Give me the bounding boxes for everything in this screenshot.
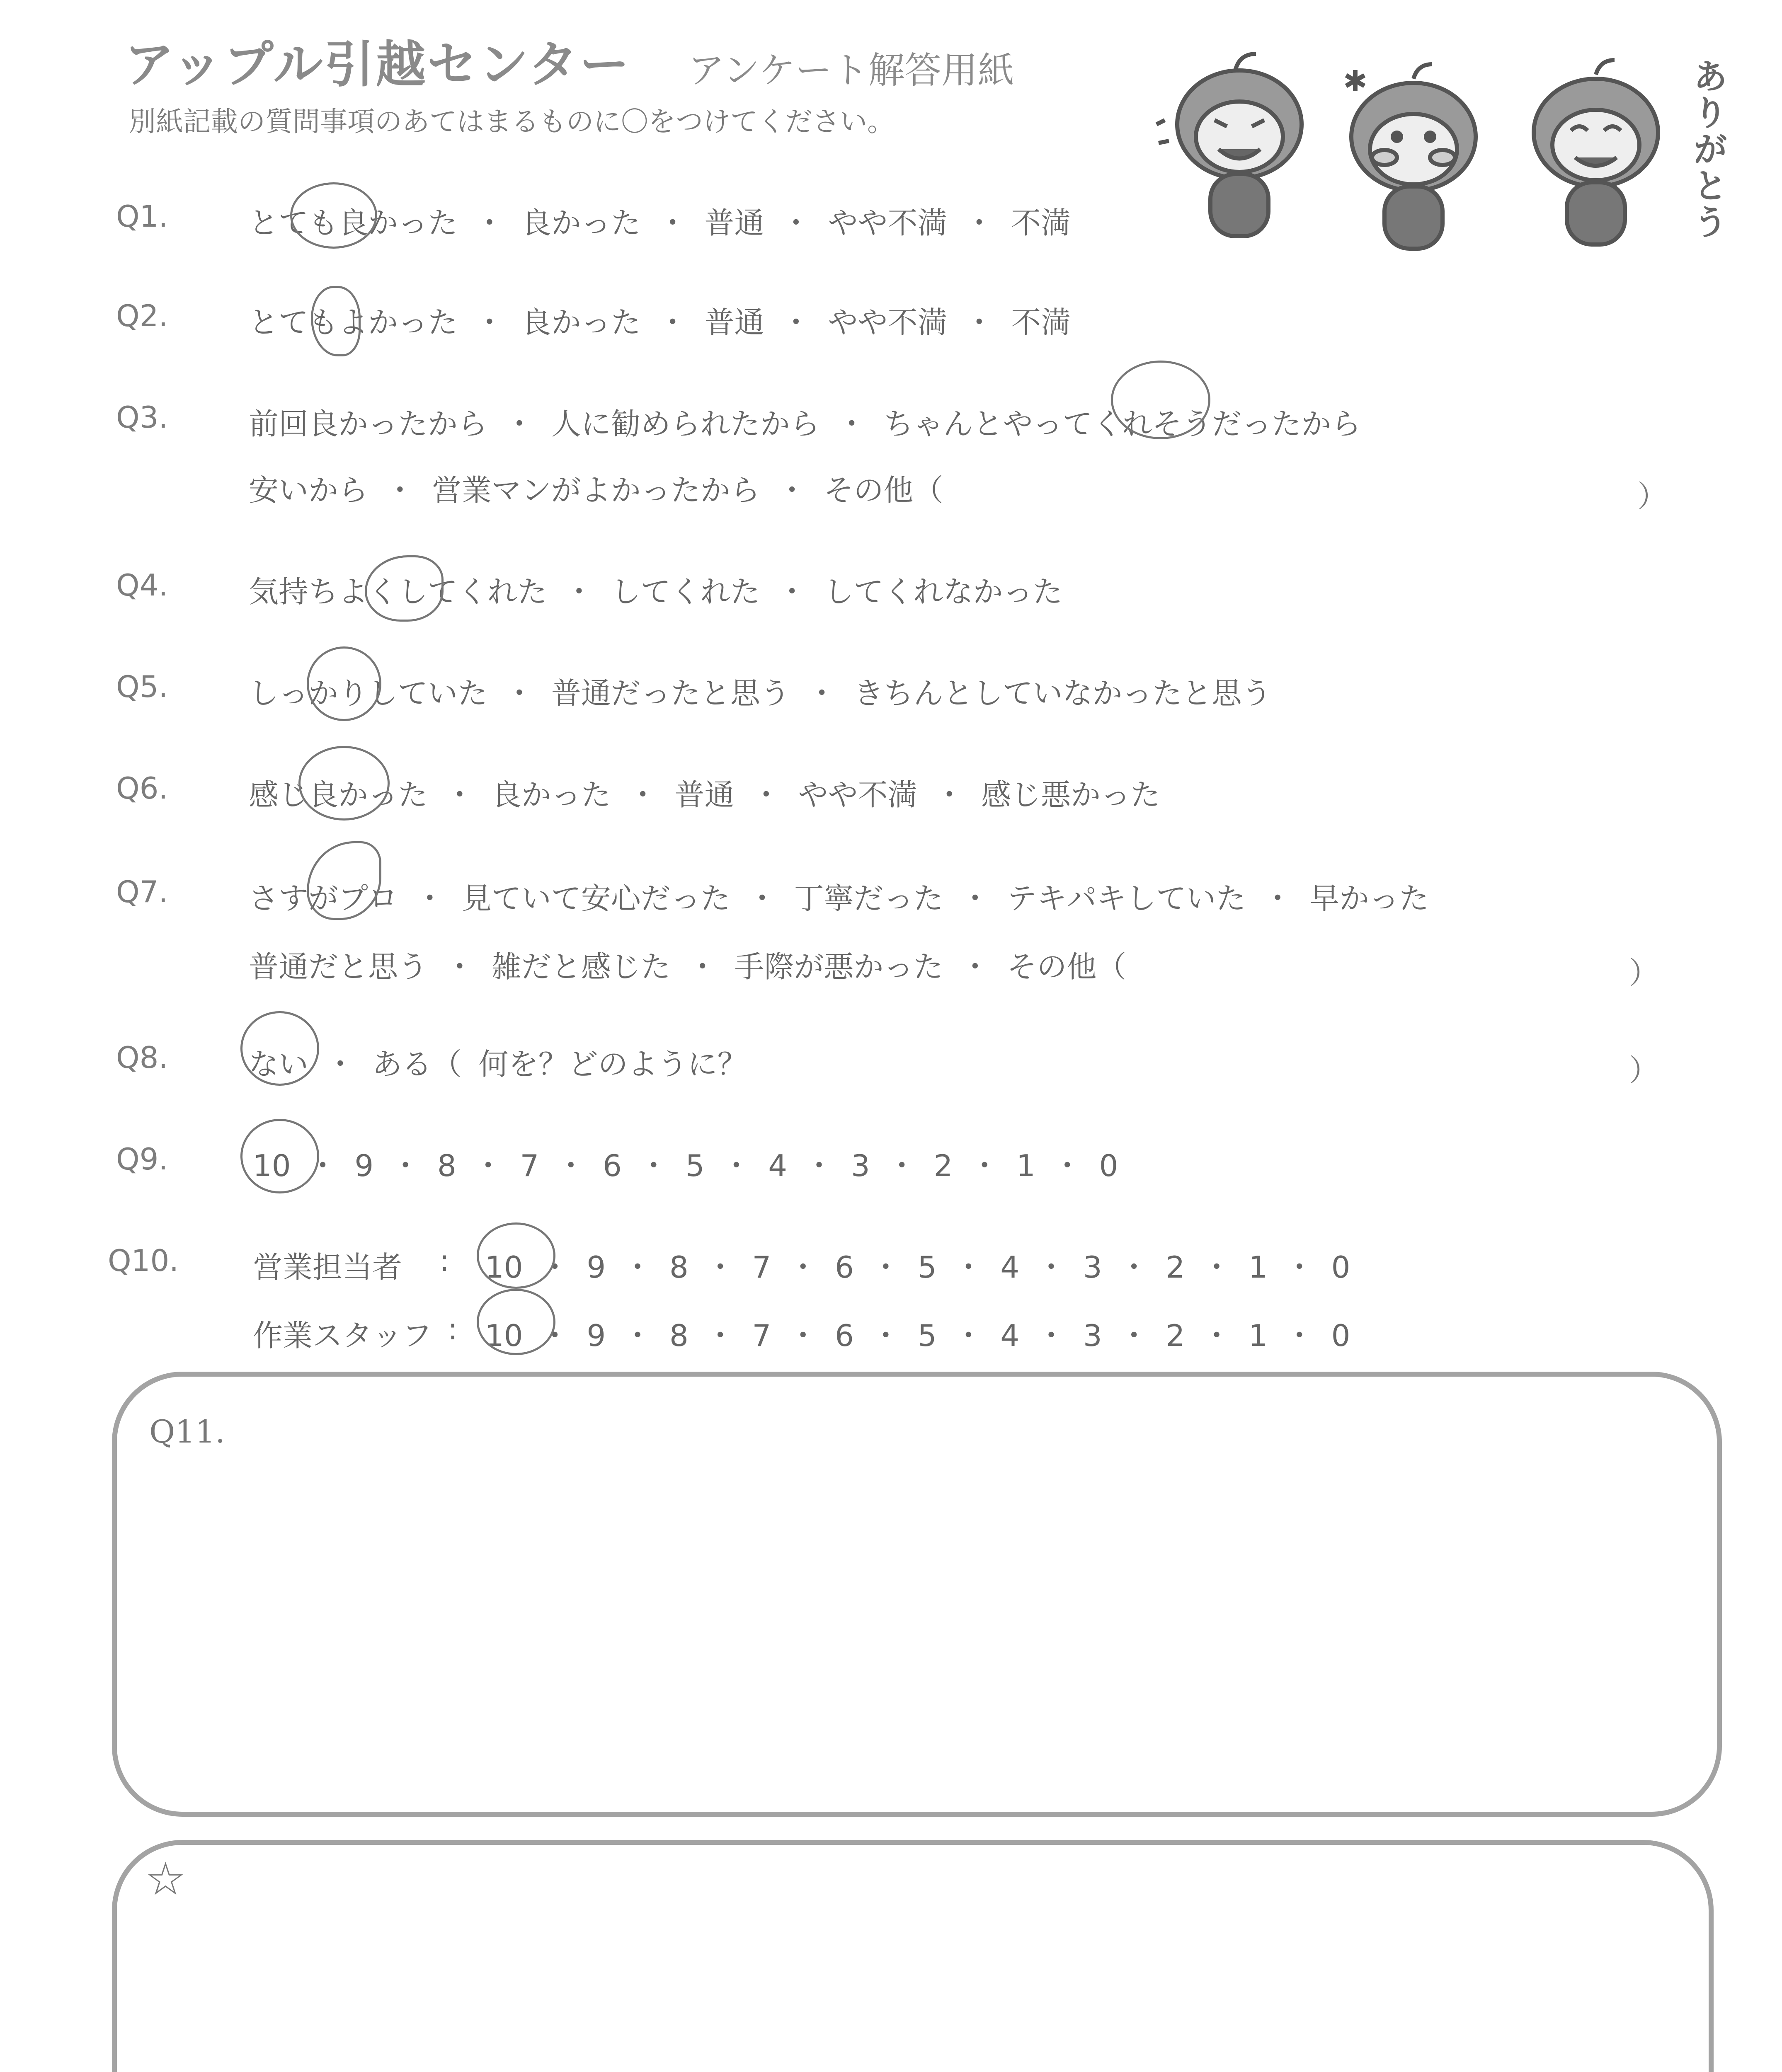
q7-label: Q7.	[116, 874, 168, 909]
q1-label: Q1.	[116, 199, 168, 234]
star-icon: ☆	[145, 1852, 186, 1905]
q10-sales-rep-answer-circle	[477, 1222, 555, 1289]
q5-answer-circle	[307, 646, 381, 721]
q6-answer-circle	[298, 746, 390, 821]
q6-label: Q6.	[116, 771, 168, 806]
q3-close-paren: ）	[1637, 479, 1668, 514]
q7-close-paren: ）	[1629, 956, 1659, 990]
mascot-monkey-laughing-icon	[1152, 46, 1326, 253]
q2-answer-circle	[311, 286, 361, 356]
q9-label: Q9.	[116, 1142, 168, 1176]
q10-work-staff-name: 作業スタッフ	[253, 1318, 432, 1353]
mascot-monkey-shy-icon	[1326, 58, 1501, 265]
q1-options[interactable]: とても良かった ・ 良かった ・ 普通 ・ やや不満 ・ 不満	[249, 206, 1071, 240]
instructions-text: 別紙記載の質問事項のあてはまるものに〇をつけてください。	[128, 106, 895, 138]
q2-options[interactable]: とてもよかった ・ 良かった ・ 普通 ・ やや不満 ・ 不満	[249, 305, 1071, 340]
q10-sales-rep-scale[interactable]: 10 ・ 9 ・ 8 ・ 7 ・ 6 ・ 5 ・ 4 ・ 3 ・ 2 ・ 1 ・ 0	[485, 1250, 1350, 1285]
svg-text:✱: ✱	[1343, 64, 1367, 98]
q3-options-line2[interactable]: 安いから ・ 営業マンがよかったから ・ その他（	[249, 473, 943, 508]
q8-close-paren: ）	[1629, 1053, 1659, 1088]
mascot-monkey-smiling-icon	[1509, 54, 1683, 261]
q7-options-line1[interactable]: さすがプロ ・ 見ていて安心だった ・ 丁寧だった ・ テキパキしていた ・ 早かった	[249, 881, 1429, 916]
q11-answer-box[interactable]	[112, 1372, 1722, 1817]
star-comment-box[interactable]	[112, 1840, 1714, 2072]
q1-answer-circle	[290, 182, 377, 249]
q3-label: Q3.	[116, 400, 168, 435]
q3-answer-circle	[1111, 361, 1210, 439]
q6-options[interactable]: 感じ良かった ・ 良かった ・ 普通 ・ やや不満 ・ 感じ悪かった	[249, 777, 1161, 812]
q4-options[interactable]: 気持ちよくしてくれた ・ してくれた ・ してくれなかった	[249, 574, 1063, 609]
q4-label: Q4.	[116, 568, 168, 603]
q5-options[interactable]: しっかりしていた ・ 普通だったと思う ・ きちんとしていなかったと思う	[249, 676, 1272, 711]
q10-label: Q10.	[108, 1243, 179, 1278]
form-subtitle: アンケート解答用紙	[688, 49, 1014, 92]
q8-label: Q8.	[116, 1040, 168, 1075]
thanks-text: ありがとう	[1687, 58, 1728, 240]
q3-options-line1[interactable]: 前回良かったから ・ 人に勧められたから ・ ちゃんとやってくれそうだったから	[249, 407, 1361, 441]
q7-options-line2[interactable]: 普通だと思う ・ 雑だと感じた ・ 手際が悪かった ・ その他（	[249, 949, 1127, 984]
q10-work-staff-answer-circle	[477, 1289, 555, 1355]
q2-label: Q2.	[116, 298, 168, 333]
form-title: アップル引越センター	[124, 36, 631, 94]
q10-colon-2: :	[448, 1312, 458, 1346]
q10-work-staff-scale[interactable]: 10 ・ 9 ・ 8 ・ 7 ・ 6 ・ 5 ・ 4 ・ 3 ・ 2 ・ 1 ・ 0	[485, 1318, 1350, 1353]
q10-sales-rep-name: 営業担当者	[253, 1250, 402, 1285]
q9-scale[interactable]: 10 ・ 9 ・ 8 ・ 7 ・ 6 ・ 5 ・ 4 ・ 3 ・ 2 ・ 1 ・ 0	[253, 1148, 1118, 1183]
q9-answer-circle	[240, 1119, 319, 1193]
q4-answer-circle	[365, 555, 444, 622]
q11-label: Q11.	[149, 1413, 225, 1450]
q5-label: Q5.	[116, 669, 168, 704]
q8-options[interactable]: ない ・ ある（ 何を？どのように？	[249, 1047, 747, 1082]
q10-colon-1: :	[439, 1243, 450, 1278]
q8-answer-circle	[240, 1011, 319, 1086]
